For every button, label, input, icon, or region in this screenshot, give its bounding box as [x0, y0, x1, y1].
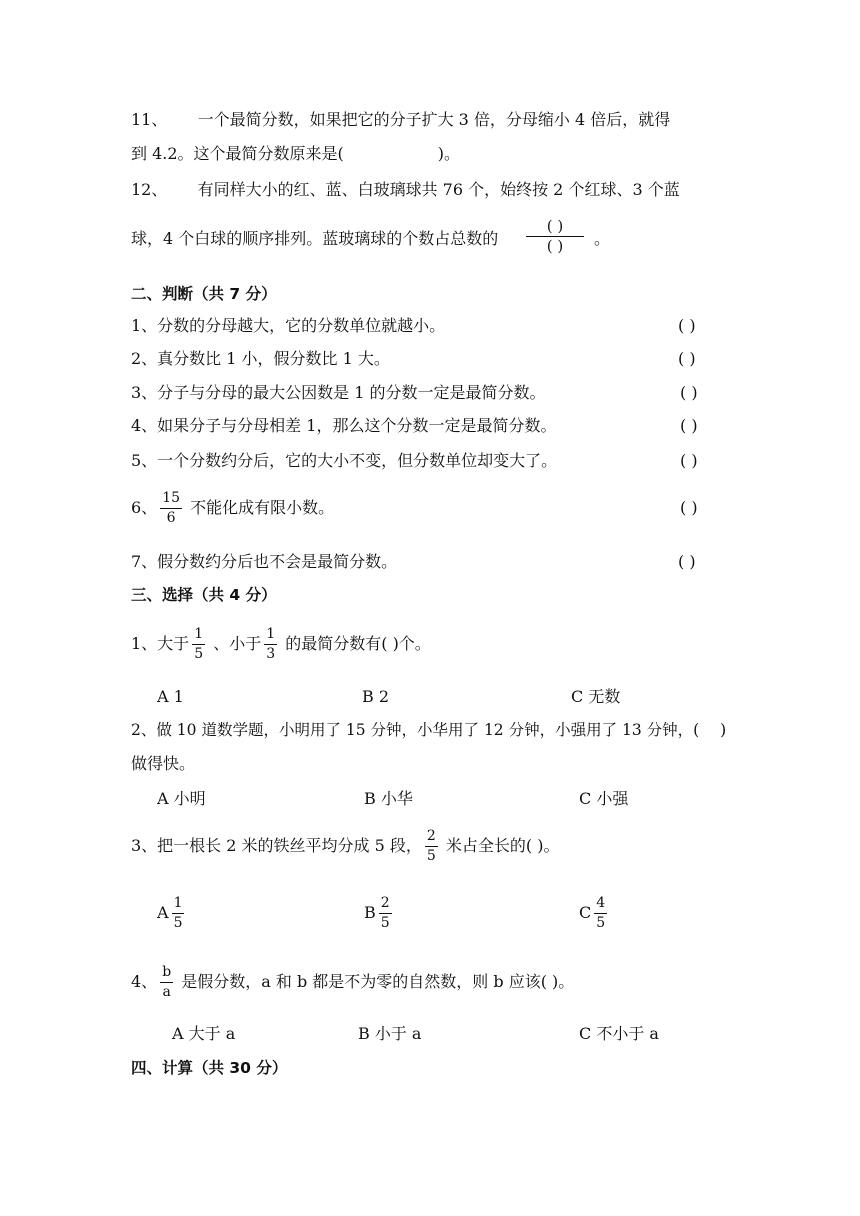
question-number: 12、 — [131, 180, 168, 199]
judge-item-7: 7、假分数约分后也不会是最简分数。 — [131, 552, 398, 571]
answer-paren-2[interactable]: ( ) — [678, 349, 696, 368]
fraction-denominator: 5 — [380, 915, 390, 931]
question-text: 、小于 — [213, 634, 262, 653]
question-11-line1 — [131, 110, 670, 130]
fraction-numerator: 1 — [192, 626, 205, 645]
answer-paren-5[interactable]: ( ) — [680, 451, 698, 470]
question-text: 有同样大小的红、蓝、白玻璃球共 76 个，始终按 2 个红球、3 个蓝 — [197, 180, 680, 199]
option-c[interactable] — [579, 893, 610, 933]
choice-q3 — [131, 826, 559, 866]
fraction — [172, 895, 185, 932]
question-text: 是假分数，a 和 b 都是不为零的自然数，则 b 应该( )。 — [181, 972, 575, 991]
question-text: )。 — [437, 144, 461, 163]
answer-paren-3[interactable]: ( ) — [680, 383, 698, 402]
question-number: 11、 — [131, 110, 168, 129]
fraction-numerator: 2 — [379, 895, 392, 914]
option-b[interactable]: B 小华 — [364, 789, 413, 808]
question-text: 球，4 个白球的顺序排列。蓝玻璃球的个数占总数的 — [131, 229, 499, 248]
option-b[interactable]: B 小于 a — [358, 1024, 422, 1043]
option-b[interactable]: B 2 — [362, 687, 390, 706]
fraction-denominator: 5 — [596, 915, 606, 931]
fraction-numerator: 1 — [264, 626, 277, 645]
fraction-denominator: a — [162, 984, 171, 1000]
fraction — [192, 626, 205, 663]
option-letter: B — [364, 903, 376, 922]
fraction-numerator: 15 — [160, 490, 182, 509]
answer-paren-1[interactable]: ( ) — [678, 316, 696, 335]
question-text: 的最简分数有( )个。 — [285, 634, 431, 653]
answer-fraction-blank[interactable] — [526, 217, 584, 256]
fraction-denominator: 5 — [194, 646, 204, 662]
fraction-numerator: 2 — [425, 828, 438, 847]
fraction-numerator: 1 — [172, 895, 185, 914]
question-11-line2 — [131, 144, 460, 164]
fraction — [379, 895, 392, 932]
answer-paren-7[interactable]: ( ) — [678, 552, 696, 571]
item-number: 6、 — [131, 498, 158, 517]
judge-item-6 — [131, 490, 334, 527]
question-text: 一个最简分数，如果把它的分子扩大 3 倍，分母缩小 4 倍后，就得 — [197, 110, 671, 129]
option-c[interactable]: C 无数 — [571, 687, 621, 706]
judge-item-2: 2、真分数比 1 小，假分数比 1 大。 — [131, 349, 390, 368]
option-a[interactable]: A 小明 — [157, 789, 206, 808]
fraction-numerator-blank[interactable]: ( ) — [526, 217, 584, 237]
option-c[interactable]: C 不小于 a — [579, 1024, 659, 1043]
question-text: 3、把一根长 2 米的铁丝平均分成 5 段， — [131, 836, 422, 855]
answer-paren-4[interactable]: ( ) — [680, 416, 698, 435]
option-b[interactable] — [364, 893, 395, 933]
choice-q2-line1: 2、做 10 道数学题，小明用了 15 分钟，小华用了 12 分钟，小强用了 13 分钟，( — [131, 721, 700, 739]
fraction-numerator: 4 — [594, 895, 607, 914]
fraction-denominator: 5 — [426, 848, 436, 864]
option-c[interactable]: C 小强 — [579, 789, 629, 808]
question-12-line1 — [131, 180, 680, 200]
judge-item-3: 3、分子与分母的最大公因数是 1 的分数一定是最简分数。 — [131, 383, 546, 402]
fraction-denominator: 3 — [266, 646, 276, 662]
option-a[interactable]: A 1 — [157, 687, 184, 706]
option-a[interactable]: A 大于 a — [172, 1024, 236, 1043]
fraction — [425, 828, 438, 865]
section-title-choice: 三、选择（共 4 分） — [131, 586, 277, 604]
option-letter: C — [579, 903, 592, 922]
fraction-denominator-blank[interactable]: ( ) — [546, 237, 564, 255]
fraction-denominator: 5 — [173, 915, 183, 931]
choice-q2-line2: 做得快。 — [131, 754, 196, 773]
choice-q4 — [131, 962, 574, 1002]
item-text: 不能化成有限小数。 — [190, 498, 335, 517]
choice-q2-paren-end: ) — [720, 720, 727, 739]
section-title-calc: 四、计算（共 30 分） — [131, 1059, 288, 1077]
fraction — [160, 490, 182, 527]
section-title-judge: 二、判断（共 7 分） — [131, 285, 277, 303]
question-12-line2 — [131, 229, 498, 249]
question-text: 4、 — [131, 972, 158, 991]
question-text: 。 — [594, 229, 611, 248]
fraction-denominator: 6 — [166, 510, 176, 526]
fraction — [264, 626, 277, 663]
question-text: 到 4.2。这个最简分数原来是( — [131, 144, 344, 163]
question-text: 1、大于 — [131, 634, 190, 653]
fraction — [594, 895, 607, 932]
judge-item-5: 5、一个分数约分后，它的大小不变，但分数单位却变大了。 — [131, 451, 558, 470]
fraction-numerator: b — [160, 964, 173, 983]
option-a[interactable] — [157, 893, 187, 933]
fraction — [160, 964, 173, 1001]
question-text: 米占全长的( )。 — [445, 836, 560, 855]
answer-paren-6[interactable]: ( ) — [680, 498, 698, 517]
option-letter: A — [157, 903, 169, 922]
judge-item-4: 4、如果分子与分母相差 1，那么这个分数一定是最简分数。 — [131, 416, 557, 435]
judge-item-1: 1、分数的分母越大，它的分数单位就越小。 — [131, 316, 446, 335]
choice-q1 — [131, 624, 431, 664]
